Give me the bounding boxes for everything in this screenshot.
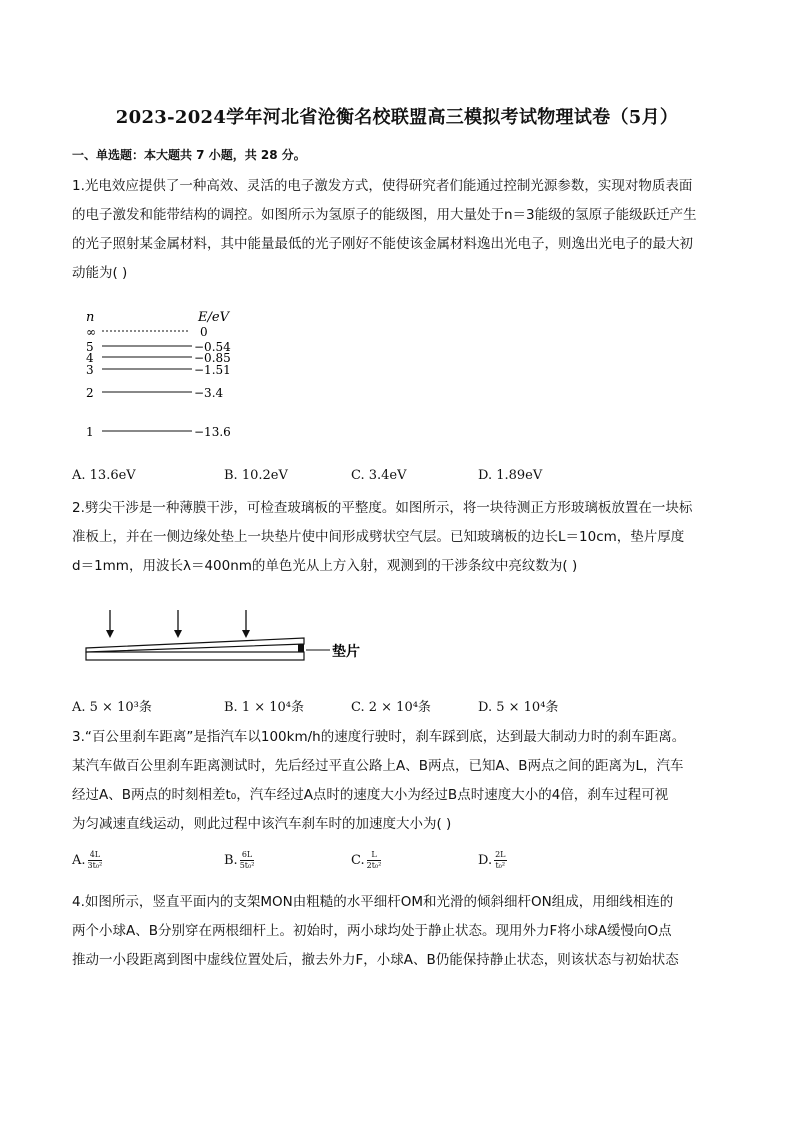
fraction xyxy=(367,850,382,871)
section-heading: 一、单选题：本大题共 7 小题，共 28 分。 xyxy=(72,148,306,162)
n-axis-label: n xyxy=(86,310,95,325)
level-n-label: 4 xyxy=(86,351,94,365)
option-d[interactable]: D. 1.89eV xyxy=(478,468,543,483)
fraction xyxy=(88,850,103,871)
q2-line: 准板上，并在一侧边缘处垫上一块垫片使中间形成劈状空气层。已知玻璃板的边长L＝10cm，垫片厚度 xyxy=(72,529,685,545)
q3-line: 某汽车做百公里刹车距离测试时，先后经过平直公路上A、B两点，已知A、B两点之间的距离为L，汽车 xyxy=(72,758,684,774)
q1-line: 的光子照射某金属材料，其中能量最低的光子刚好不能使该金属材料逸出光电子，则逸出光电子的最大初 xyxy=(72,236,693,252)
option-c[interactable]: C. 2 × 10⁴条 xyxy=(351,700,431,715)
option-c[interactable] xyxy=(351,850,381,871)
numerator: 6L xyxy=(240,850,255,861)
q1-line: 的电子激发和能带结构的调控。如图所示为氢原子的能级图，用大量处于n＝3能级的氢原子能级跃迁产生 xyxy=(72,207,697,223)
denominator: 3t₀² xyxy=(87,861,103,870)
question-4-text xyxy=(72,888,722,975)
option-c[interactable]: C. 3.4eV xyxy=(351,468,407,483)
level-n-label: 2 xyxy=(86,386,94,400)
q3-line: 3.“百公里刹车距离”是指汽车以100km/h的速度行驶时，刹车踩到底，达到最大制动力时的刹车距离。 xyxy=(72,729,686,745)
option-a[interactable] xyxy=(72,850,102,871)
numerator: 2L xyxy=(495,850,506,859)
question-1-options xyxy=(72,468,722,490)
arrow-head-icon xyxy=(106,630,114,638)
level-energy-label: −0.54 xyxy=(194,340,231,354)
option-b[interactable] xyxy=(224,850,254,871)
level-n-label: 1 xyxy=(86,425,94,439)
q4-line: 4.如图所示，竖直平面内的支架MON由粗糙的水平细杆OM和光滑的倾斜细杆ON组成，用细线相连的 xyxy=(72,894,674,910)
question-2-options xyxy=(72,696,722,718)
level-energy-label: −13.6 xyxy=(194,425,231,439)
wedge-interference-diagram xyxy=(80,606,380,670)
standard-plate xyxy=(86,652,304,660)
level-n-label: 3 xyxy=(86,363,94,377)
denominator: t₀² xyxy=(495,861,506,870)
option-letter: A. xyxy=(72,853,86,868)
exam-title: 2023-2024学年河北省沧衡名校联盟高三模拟考试物理试卷（5月） xyxy=(115,107,679,128)
level-n-label: ∞ xyxy=(86,325,96,339)
option-letter: B. xyxy=(224,853,238,868)
numerator: L xyxy=(367,850,382,861)
test-glass-plate xyxy=(86,638,304,652)
option-d[interactable]: D. 5 × 10⁴条 xyxy=(478,700,559,715)
q1-line: 1.光电效应提供了一种高效、灵活的电子激发方式，使得研究者们能通过控制光源参数，实现对物质表面 xyxy=(72,178,693,194)
q4-line: 推动一小段距离到图中虚线位置处后，撤去外力F，小球A、B仍能保持静止状态，则该状态与初始状态 xyxy=(72,952,679,968)
q3-line: 为匀减速直线运动，则此过程中该汽车刹车时的加速度大小为( ) xyxy=(72,816,452,832)
question-3-text xyxy=(72,723,722,839)
option-b[interactable]: B. 1 × 10⁴条 xyxy=(224,700,304,715)
arrow-head-icon xyxy=(174,630,182,638)
level-energy-label: 0 xyxy=(200,325,208,339)
shim xyxy=(298,644,304,652)
q2-line: 2.劈尖干涉是一种薄膜干涉，可检查玻璃板的平整度。如图所示，将一块待测正方形玻璃板放置在一块标 xyxy=(72,500,693,516)
level-energy-label: −0.85 xyxy=(194,351,231,365)
q2-line: d＝1mm，用波长λ＝400nm的单色光从上方入射，观测到的干涉条纹中亮纹数为( ) xyxy=(72,558,578,574)
denominator: 5t₀² xyxy=(239,861,255,870)
denominator: 2t₀² xyxy=(366,861,382,870)
level-n-label: 5 xyxy=(86,340,94,354)
q4-line: 两个小球A、B分别穿在两根细杆上。初始时，两小球均处于静止状态。现用外力F将小球A缓慢向O点 xyxy=(72,923,672,939)
question-2-text xyxy=(72,494,722,581)
fraction xyxy=(240,850,255,871)
arrow-head-icon xyxy=(242,630,250,638)
energy-level-diagram xyxy=(80,305,260,445)
question-3-options xyxy=(72,850,722,880)
q3-line: 经过A、B两点的时刻相差t₀，汽车经过A点时的速度大小为经过B点时速度大小的4倍，刹车过程可视 xyxy=(72,787,669,803)
q1-line: 动能为( ) xyxy=(72,265,128,281)
option-a[interactable]: A. 13.6eV xyxy=(72,468,136,483)
shim-label: 垫片 xyxy=(332,644,360,660)
energy-axis-label: E/eV xyxy=(198,310,229,325)
fraction xyxy=(494,850,506,871)
option-a[interactable]: A. 5 × 10³条 xyxy=(72,700,152,715)
question-1-text xyxy=(72,172,722,288)
option-b[interactable]: B. 10.2eV xyxy=(224,468,288,483)
numerator: 4L xyxy=(88,850,103,861)
level-energy-label: −3.4 xyxy=(194,386,224,400)
option-letter: C. xyxy=(351,853,365,868)
option-d[interactable] xyxy=(478,850,507,871)
option-letter: D. xyxy=(478,853,493,868)
level-energy-label: −1.51 xyxy=(194,363,231,377)
